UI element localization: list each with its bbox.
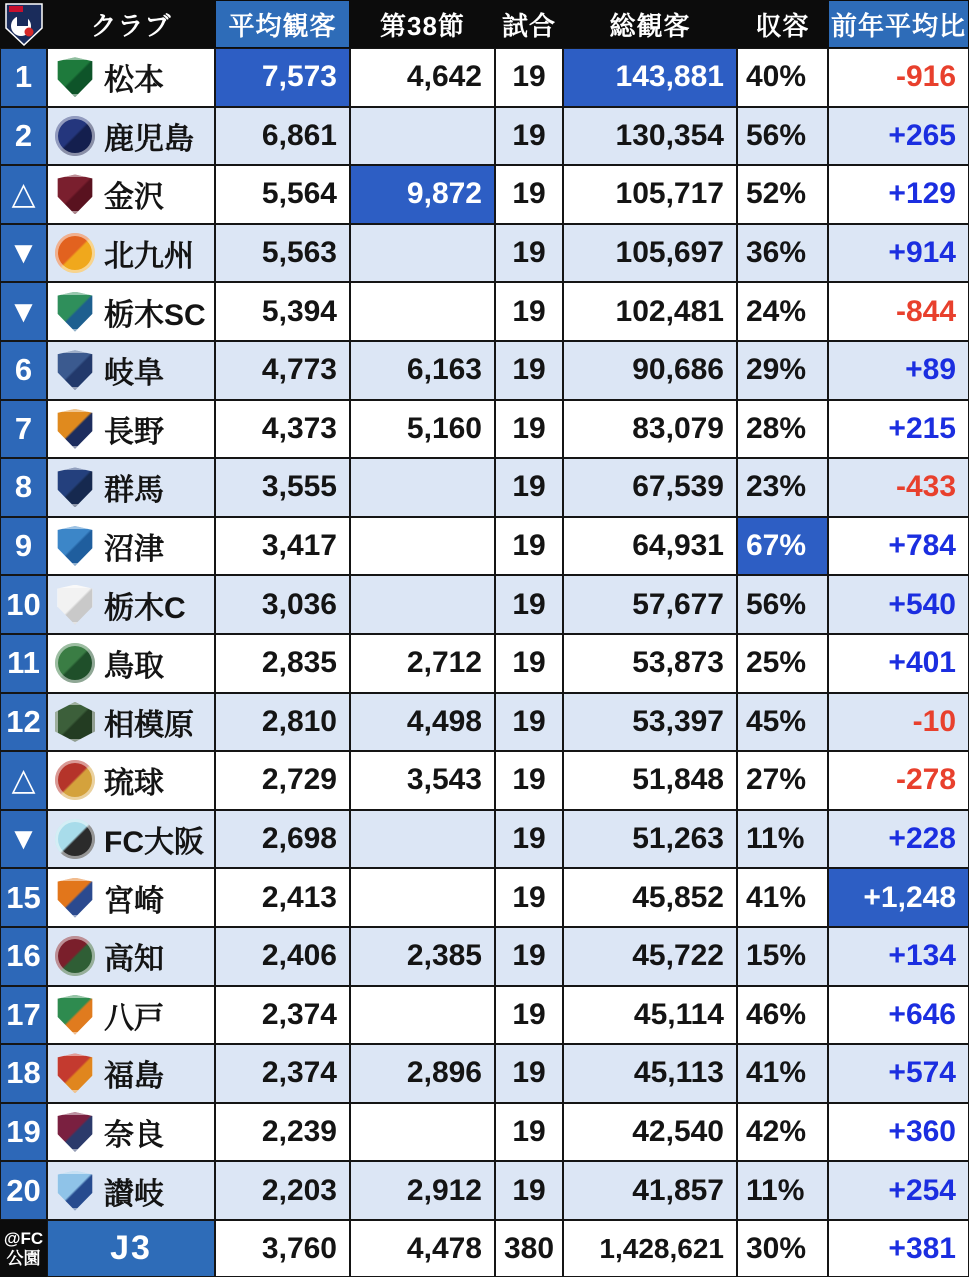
club-name: 宮崎: [104, 884, 164, 918]
matchday38-attendance: [350, 458, 495, 517]
rank-cell: 11: [0, 634, 47, 693]
yoy-diff: -916: [828, 48, 969, 107]
footer-matches: 380: [495, 1220, 563, 1277]
matches: 19: [495, 575, 563, 634]
matchday38-attendance: [350, 517, 495, 576]
yoy-diff: +215: [828, 400, 969, 459]
total-attendance: 130,354: [563, 107, 737, 166]
club-cell: [47, 868, 215, 927]
matches: 19: [495, 282, 563, 341]
matches: 19: [495, 165, 563, 224]
avg-attendance: 4,773: [215, 341, 350, 400]
yoy-diff: +134: [828, 927, 969, 986]
club-crest-icon: [55, 878, 95, 918]
table-row: [0, 1161, 969, 1220]
matches: 19: [495, 1103, 563, 1162]
league-total-label: J3: [47, 1220, 215, 1277]
table-row: [0, 517, 969, 576]
club-cell: [47, 575, 215, 634]
footer-capacity: 30%: [737, 1220, 828, 1277]
table-footer: [0, 1220, 969, 1277]
capacity: 52%: [737, 165, 828, 224]
capacity: 25%: [737, 634, 828, 693]
club-name: 松本: [104, 64, 164, 98]
rank-cell: 15: [0, 868, 47, 927]
capacity: 40%: [737, 48, 828, 107]
total-attendance: 45,852: [563, 868, 737, 927]
col-header-matches: 試合: [495, 0, 563, 48]
club-cell: [47, 517, 215, 576]
capacity: 15%: [737, 927, 828, 986]
matchday38-attendance: [350, 107, 495, 166]
total-attendance: 83,079: [563, 400, 737, 459]
total-attendance: 51,848: [563, 751, 737, 810]
total-attendance: 90,686: [563, 341, 737, 400]
avg-attendance: 2,406: [215, 927, 350, 986]
total-attendance: 51,263: [563, 810, 737, 869]
table-row: [0, 810, 969, 869]
capacity: 67%: [737, 517, 828, 576]
rank-cell: 9: [0, 517, 47, 576]
club-cell: [47, 751, 215, 810]
total-attendance: 143,881: [563, 48, 737, 107]
capacity: 24%: [737, 282, 828, 341]
total-attendance: 102,481: [563, 282, 737, 341]
club-crest-icon: [55, 643, 95, 683]
club-cell: [47, 224, 215, 283]
matches: 19: [495, 751, 563, 810]
club-crest-icon: [55, 174, 95, 214]
table-row: [0, 693, 969, 752]
table-row: [0, 224, 969, 283]
yoy-diff: +401: [828, 634, 969, 693]
club-crest-icon: [55, 292, 95, 332]
capacity: 45%: [737, 693, 828, 752]
capacity: 11%: [737, 810, 828, 869]
col-header-capacity: 収容: [737, 0, 828, 48]
col-header-club: クラブ: [47, 0, 215, 48]
footer-total-attendance: 1,428,621: [563, 1220, 737, 1277]
col-header-avg: 平均観客: [215, 0, 350, 48]
club-cell: [47, 458, 215, 517]
avg-attendance: 2,374: [215, 1044, 350, 1103]
yoy-diff: +784: [828, 517, 969, 576]
table-row: [0, 986, 969, 1045]
capacity: 56%: [737, 107, 828, 166]
club-crest-icon: [55, 936, 95, 976]
avg-attendance: 2,413: [215, 868, 350, 927]
avg-attendance: 2,374: [215, 986, 350, 1045]
club-crest-icon: [55, 233, 95, 273]
total-attendance: 42,540: [563, 1103, 737, 1162]
club-cell: [47, 986, 215, 1045]
total-attendance: 45,114: [563, 986, 737, 1045]
avg-attendance: 5,564: [215, 165, 350, 224]
club-name: 群馬: [104, 474, 164, 508]
matches: 19: [495, 458, 563, 517]
yoy-diff: +129: [828, 165, 969, 224]
matches: 19: [495, 1044, 563, 1103]
avg-attendance: 7,573: [215, 48, 350, 107]
club-crest-icon: [55, 1112, 95, 1152]
club-crest-icon: [55, 995, 95, 1035]
club-crest-icon: [55, 467, 95, 507]
matchday38-attendance: 3,543: [350, 751, 495, 810]
table-row: [0, 575, 969, 634]
club-crest-icon: [55, 526, 95, 566]
club-name: 金沢: [104, 181, 164, 215]
table-row: [0, 282, 969, 341]
club-crest-icon: [55, 1053, 95, 1093]
total-attendance: 57,677: [563, 575, 737, 634]
matches: 19: [495, 927, 563, 986]
club-cell: [47, 1044, 215, 1103]
table-row: [0, 634, 969, 693]
club-name: 讃岐: [104, 1177, 164, 1211]
footer-matchday38-attendance: 4,478: [350, 1220, 495, 1277]
club-name: 長野: [104, 415, 164, 449]
table-row: [0, 341, 969, 400]
matches: 19: [495, 48, 563, 107]
total-attendance: 53,873: [563, 634, 737, 693]
capacity: 36%: [737, 224, 828, 283]
yoy-diff: +265: [828, 107, 969, 166]
avg-attendance: 2,239: [215, 1103, 350, 1162]
matches: 19: [495, 868, 563, 927]
club-name: 相模原: [104, 708, 194, 742]
total-attendance: 45,113: [563, 1044, 737, 1103]
total-attendance: 67,539: [563, 458, 737, 517]
club-cell: [47, 282, 215, 341]
club-name: 琉球: [104, 767, 164, 801]
rank-cell: 7: [0, 400, 47, 459]
club-cell: [47, 341, 215, 400]
avg-attendance: 2,810: [215, 693, 350, 752]
club-cell: [47, 927, 215, 986]
avg-attendance: 2,729: [215, 751, 350, 810]
col-header-matchday38: 第38節: [350, 0, 495, 48]
rank-cell: 10: [0, 575, 47, 634]
club-cell: [47, 693, 215, 752]
club-name: 八戸: [104, 1001, 164, 1035]
rank-cell: ▼: [0, 224, 47, 283]
matches: 19: [495, 517, 563, 576]
yoy-diff: +540: [828, 575, 969, 634]
rank-cell: △: [0, 751, 47, 810]
yoy-diff: +254: [828, 1161, 969, 1220]
col-header-yoy-diff: 前年平均比: [828, 0, 969, 48]
matches: 19: [495, 634, 563, 693]
club-cell: [47, 400, 215, 459]
rank-cell: 16: [0, 927, 47, 986]
table-row: [0, 458, 969, 517]
avg-attendance: 2,203: [215, 1161, 350, 1220]
capacity: 28%: [737, 400, 828, 459]
table-body: [0, 48, 969, 1220]
total-attendance: 64,931: [563, 517, 737, 576]
table-row: [0, 400, 969, 459]
rank-cell: 18: [0, 1044, 47, 1103]
matchday38-attendance: [350, 282, 495, 341]
yoy-diff: +89: [828, 341, 969, 400]
matchday38-attendance: [350, 810, 495, 869]
rank-cell: 6: [0, 341, 47, 400]
total-attendance: 105,697: [563, 224, 737, 283]
matchday38-attendance: 5,160: [350, 400, 495, 459]
avg-attendance: 2,835: [215, 634, 350, 693]
avg-attendance: 4,373: [215, 400, 350, 459]
club-name: 岐阜: [104, 357, 164, 391]
rank-cell: 17: [0, 986, 47, 1045]
club-name: 栃木SC: [104, 298, 206, 332]
capacity: 46%: [737, 986, 828, 1045]
matchday38-attendance: [350, 575, 495, 634]
yoy-diff: +646: [828, 986, 969, 1045]
footer-yoy-diff: +381: [828, 1220, 969, 1277]
club-name: 福島: [104, 1060, 164, 1094]
club-crest-icon: [55, 702, 95, 742]
matchday38-attendance: [350, 1103, 495, 1162]
yoy-diff: +914: [828, 224, 969, 283]
capacity: 42%: [737, 1103, 828, 1162]
yoy-diff: +1,248: [828, 868, 969, 927]
matchday38-attendance: 4,642: [350, 48, 495, 107]
club-cell: [47, 1103, 215, 1162]
yoy-diff: +360: [828, 1103, 969, 1162]
yoy-diff: -10: [828, 693, 969, 752]
rank-cell: 19: [0, 1103, 47, 1162]
rank-cell: 20: [0, 1161, 47, 1220]
watermark-line1: @FC: [3, 1229, 44, 1249]
capacity: 11%: [737, 1161, 828, 1220]
matchday38-attendance: 2,912: [350, 1161, 495, 1220]
avg-attendance: 3,036: [215, 575, 350, 634]
avg-attendance: 5,563: [215, 224, 350, 283]
watermark: [0, 1220, 47, 1277]
club-crest-icon: [55, 1171, 95, 1211]
club-name: 沼津: [104, 533, 164, 567]
matches: 19: [495, 400, 563, 459]
club-name: 鹿児島: [104, 122, 194, 156]
table-row: [0, 1044, 969, 1103]
club-cell: [47, 48, 215, 107]
matches: 19: [495, 810, 563, 869]
table-row: [0, 927, 969, 986]
table-row: [0, 107, 969, 166]
club-name: 北九州: [104, 240, 194, 274]
yoy-diff: -278: [828, 751, 969, 810]
table-row: [0, 165, 969, 224]
club-cell: [47, 634, 215, 693]
yoy-diff: -844: [828, 282, 969, 341]
club-name: 栃木C: [104, 591, 186, 625]
matches: 19: [495, 1161, 563, 1220]
matchday38-attendance: 2,896: [350, 1044, 495, 1103]
capacity: 23%: [737, 458, 828, 517]
club-cell: [47, 1161, 215, 1220]
club-crest-icon: [55, 585, 95, 625]
rank-cell: △: [0, 165, 47, 224]
club-crest-icon: [55, 409, 95, 449]
matchday38-attendance: [350, 986, 495, 1045]
table-row: [0, 48, 969, 107]
matchday38-attendance: 2,712: [350, 634, 495, 693]
jleague-logo: [0, 0, 47, 48]
rank-cell: ▼: [0, 810, 47, 869]
matches: 19: [495, 986, 563, 1045]
club-crest-icon: [55, 350, 95, 390]
capacity: 29%: [737, 341, 828, 400]
matches: 19: [495, 341, 563, 400]
rank-cell: 2: [0, 107, 47, 166]
matches: 19: [495, 693, 563, 752]
matchday38-attendance: 2,385: [350, 927, 495, 986]
yoy-diff: +228: [828, 810, 969, 869]
matches: 19: [495, 224, 563, 283]
club-cell: [47, 165, 215, 224]
table-row: [0, 1103, 969, 1162]
club-crest-icon: [55, 116, 95, 156]
yoy-diff: -433: [828, 458, 969, 517]
footer-avg-attendance: 3,760: [215, 1220, 350, 1277]
yoy-diff: +574: [828, 1044, 969, 1103]
capacity: 41%: [737, 1044, 828, 1103]
avg-attendance: 5,394: [215, 282, 350, 341]
club-crest-icon: [55, 819, 95, 859]
capacity: 27%: [737, 751, 828, 810]
club-name: 鳥取: [104, 650, 164, 684]
table-row: [0, 751, 969, 810]
club-name: FC大阪: [104, 826, 204, 860]
avg-attendance: 3,417: [215, 517, 350, 576]
table-row: [0, 868, 969, 927]
avg-attendance: 3,555: [215, 458, 350, 517]
total-attendance: 45,722: [563, 927, 737, 986]
matchday38-attendance: 6,163: [350, 341, 495, 400]
club-name: 奈良: [104, 1118, 164, 1152]
matches: 19: [495, 107, 563, 166]
rank-cell: ▼: [0, 282, 47, 341]
capacity: 41%: [737, 868, 828, 927]
club-name: 高知: [104, 943, 164, 977]
club-crest-icon: [55, 57, 95, 97]
rank-cell: 1: [0, 48, 47, 107]
matchday38-attendance: [350, 868, 495, 927]
matchday38-attendance: [350, 224, 495, 283]
capacity: 56%: [737, 575, 828, 634]
watermark-line2: 公園: [6, 1248, 41, 1268]
rank-cell: 8: [0, 458, 47, 517]
jleague-logo-icon: [4, 2, 44, 46]
club-cell: [47, 107, 215, 166]
club-cell: [47, 810, 215, 869]
club-crest-icon: [55, 760, 95, 800]
avg-attendance: 2,698: [215, 810, 350, 869]
rank-cell: 12: [0, 693, 47, 752]
total-attendance: 105,717: [563, 165, 737, 224]
table-header: [0, 0, 969, 48]
total-attendance: 53,397: [563, 693, 737, 752]
matchday38-attendance: 9,872: [350, 165, 495, 224]
avg-attendance: 6,861: [215, 107, 350, 166]
total-attendance: 41,857: [563, 1161, 737, 1220]
col-header-total: 総観客: [563, 0, 737, 48]
matchday38-attendance: 4,498: [350, 693, 495, 752]
